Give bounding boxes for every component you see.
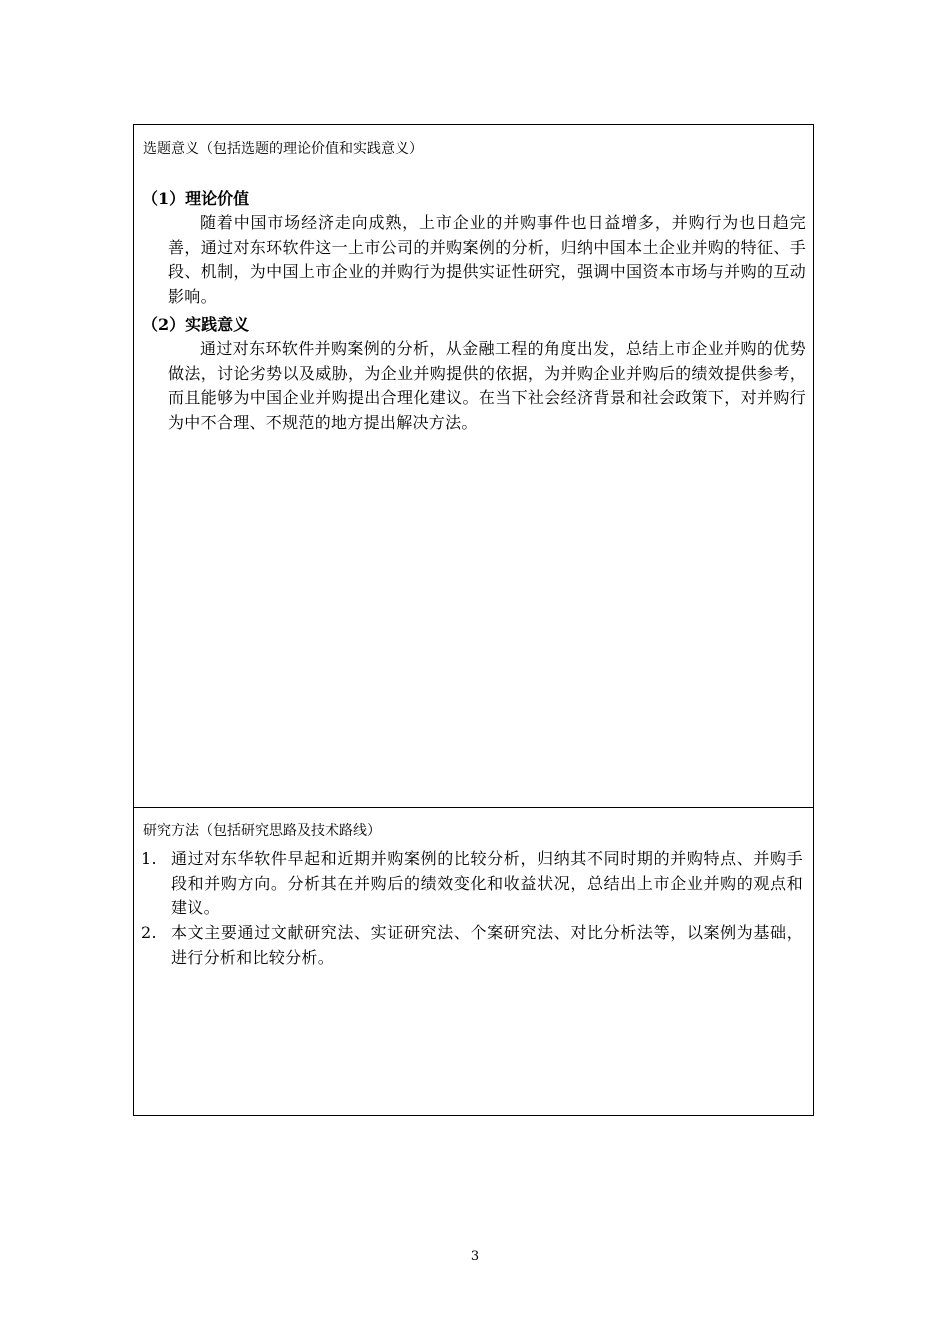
theory-heading: （1）理论价值 xyxy=(142,189,250,208)
practice-heading: （2）实践意义 xyxy=(142,315,250,334)
proposal-form-table xyxy=(133,124,814,1116)
method-item-1 xyxy=(141,847,803,921)
list-number: 2. xyxy=(141,923,157,942)
significance-section xyxy=(134,125,813,808)
list-item-text: 本文主要通过文献研究法、实证研究法、个案研究法、对比分析法等，以案例为基础，进行分析和比较分析。 xyxy=(171,923,803,967)
list-item-text: 通过对东华软件早起和近期并购案例的比较分析，归纳其不同时期的并购特点、并购手段和并购方向。分析其在并购后的绩效变化和收益状况，总结出上市企业并购的观点和建议。 xyxy=(171,849,803,918)
list-number: 1. xyxy=(141,849,157,868)
theory-paragraph: 随着中国市场经济走向成熟，上市企业的并购事件也日益增多，并购行为也日趋完善，通过对东环软件这一上市公司的并购案例的分析，归纳中国本土企业并购的特征、手段、机制，为中国上市企业的并购行为提供实证性研究，强调中国资本市场与并购的互动影响。 xyxy=(168,213,806,306)
significance-title: 选题意义（包括选题的理论价值和实践意义） xyxy=(143,141,423,157)
page-number: 3 xyxy=(470,1249,480,1264)
method-item-2 xyxy=(141,921,803,970)
practice-paragraph: 通过对东环软件并购案例的分析，从金融工程的角度出发，总结上市企业并购的优势做法，讨论劣势以及威胁，为企业并购提供的依据，为并购企业并购后的绩效提供参考，而且能够为中国企业并购提出合理化建议。在当下社会经济背景和社会政策下，对并购行为中不合理、不规范的地方提出解决方法。 xyxy=(168,339,806,432)
methods-title: 研究方法（包括研究思路及技术路线） xyxy=(143,823,381,839)
methods-section xyxy=(134,808,813,1115)
